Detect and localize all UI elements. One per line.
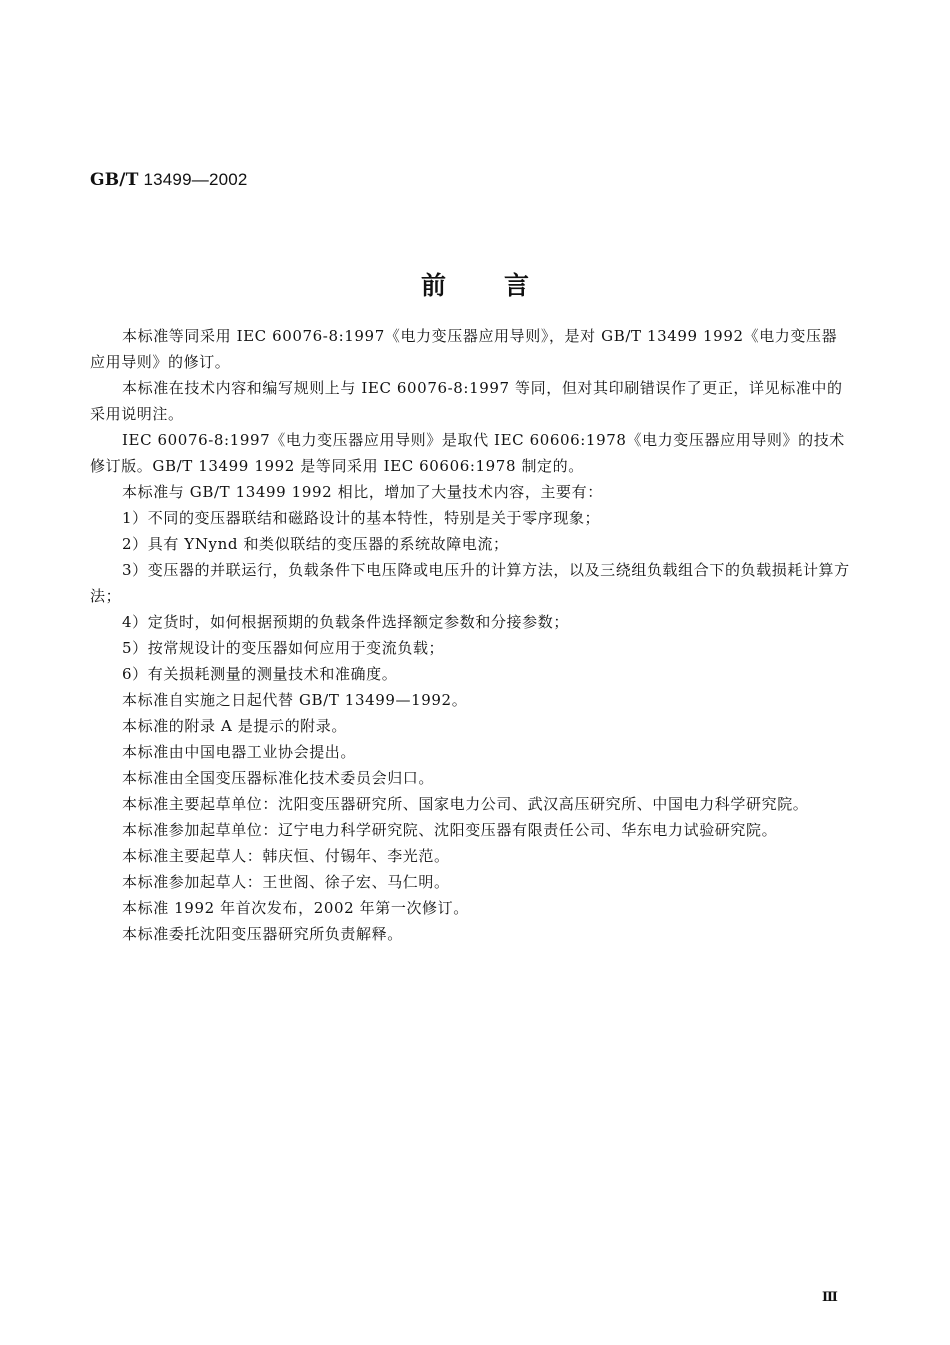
standard-number-value: 13499—2002 (138, 170, 248, 189)
paragraph: 本标准的附录 A 是提示的附录。 (122, 717, 347, 735)
paragraph: 本标准主要起草单位：沈阳变压器研究所、国家电力公司、武汉高压研究所、中国电力科学研究院。 (122, 795, 809, 813)
page-number: Ⅲ (822, 1290, 838, 1305)
paragraph: 本标准参加起草人：王世阁、徐子宏、马仁明。 (122, 873, 450, 891)
paragraph: 本标准在技术内容和编写规则上与 IEC 60076-8:1997 等同，但对其印刷错误作了更正，详见标准中的采用说明注。 (90, 379, 843, 423)
paragraph: 本标准由全国变压器标准化技术委员会归口。 (122, 769, 435, 787)
list-item: 2）具有 YNynd 和类似联结的变压器的系统故障电流； (122, 535, 509, 553)
paragraph: 本标准 1992 年首次发布，2002 年第一次修订。 (122, 899, 469, 917)
list-item: 1）不同的变压器联结和磁路设计的基本特性，特别是关于零序现象； (122, 509, 601, 527)
paragraph: 本标准等同采用 IEC 60076-8:1997《电力变压器应用导则》，是对 GB/T 13499 1992《电力变压器应用导则》的修订。 (90, 327, 838, 371)
standard-number (90, 170, 248, 190)
standard-code: GB/T (90, 170, 139, 190)
foreword-body (90, 323, 852, 947)
list-item: 4）定货时，如何根据预期的负载条件选择额定参数和分接参数； (122, 613, 569, 631)
paragraph: IEC 60076-8:1997《电力变压器应用导则》是取代 IEC 60606:1978《电力变压器应用导则》的技术修订版。GB/T 13499 1992 是等同采用 IEC 60606:1978 制定的。 (90, 431, 845, 475)
paragraph: 本标准与 GB/T 13499 1992 相比，增加了大量技术内容，主要有： (122, 483, 603, 501)
list-item: 6）有关损耗测量的测量技术和准确度。 (122, 665, 398, 683)
list-item: 3）变压器的并联运行，负载条件下电压降或电压升的计算方法，以及三绕组负载组合下的负载损耗计算方法； (90, 561, 850, 605)
paragraph: 本标准委托沈阳变压器研究所负责解释。 (122, 925, 403, 943)
page-title: 前言 (420, 271, 587, 300)
list-item: 5）按常规设计的变压器如何应用于变流负载； (122, 639, 445, 657)
paragraph: 本标准由中国电器工业协会提出。 (122, 743, 357, 761)
paragraph: 本标准主要起草人：韩庆恒、付锡年、李光范。 (122, 847, 450, 865)
paragraph: 本标准自实施之日起代替 GB/T 13499—1992。 (122, 691, 468, 709)
paragraph: 本标准参加起草单位：辽宁电力科学研究院、沈阳变压器有限责任公司、华东电力试验研究院。 (122, 821, 778, 839)
